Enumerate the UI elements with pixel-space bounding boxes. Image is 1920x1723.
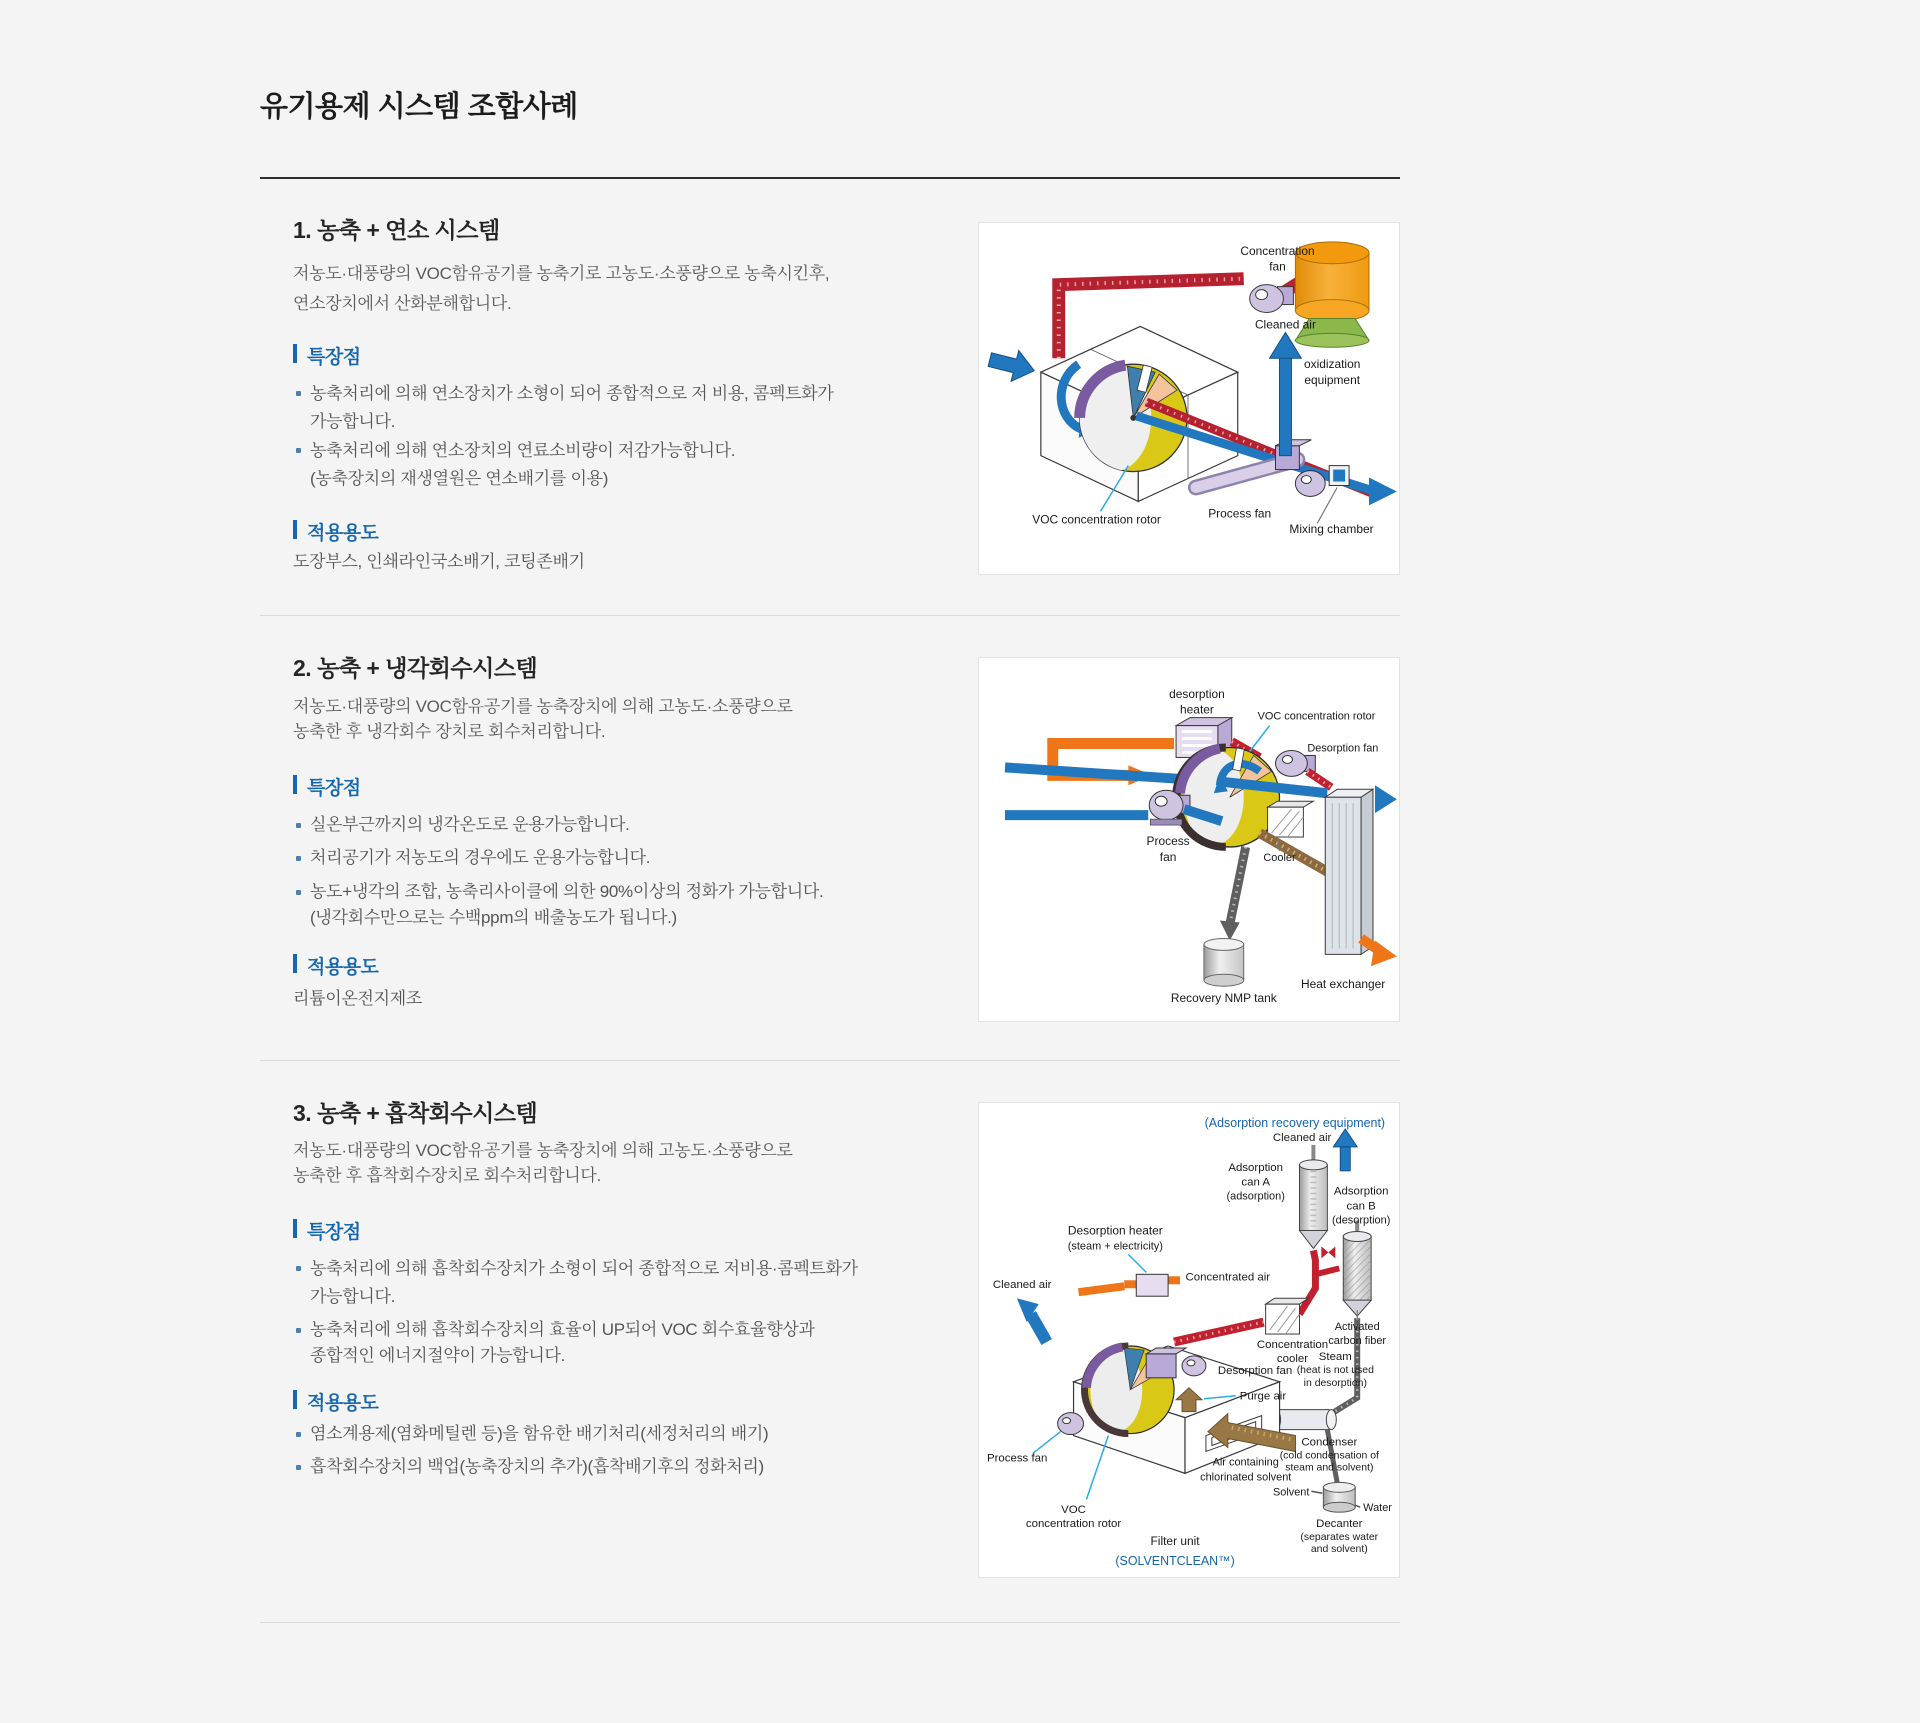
section-3-feature-item	[293, 1317, 953, 1369]
desorption-heater-icon	[1079, 1254, 1181, 1296]
description-line: 연소장치에서 산화분해합니다.	[293, 294, 512, 313]
section-2-feature-item	[293, 845, 953, 871]
label-decanter: (separates water	[1300, 1532, 1379, 1544]
adsorption-can-a-icon	[1299, 1145, 1327, 1249]
section-3-heading: 3. 농축 + 흡착회수시스템	[293, 1100, 538, 1126]
description-line: 저농도·대풍량의 VOC함유공기를 농축장치에 의해 고농도·소풍량으로	[293, 697, 793, 716]
inlet-air-arrow	[986, 344, 1038, 386]
usage-line: 흡착회수장치의 백업(농축장치의 추가)(흡착배기후의 정화처리)	[293, 1454, 953, 1480]
section-2-feature-item	[293, 879, 953, 931]
label-water: Water	[1363, 1502, 1392, 1515]
feature-line: 가능합니다.	[310, 1287, 396, 1306]
label-decanter: Decanter	[1316, 1518, 1363, 1531]
label-oxidization-equipment: oxidization	[1304, 357, 1361, 372]
label-concentrated-air: Concentrated air	[1185, 1271, 1271, 1284]
label-can-a: Adsorption	[1228, 1161, 1284, 1174]
label-solvent: Solvent	[1272, 1486, 1310, 1499]
process-fan-icon	[1033, 1413, 1084, 1454]
cleaned-air-arrow	[1270, 332, 1302, 455]
label-cooler: Cooler	[1263, 851, 1296, 864]
concentration-fan-icon	[1250, 285, 1294, 313]
label-concentration-fan: Concentration	[1240, 243, 1315, 258]
section-3-usage-item	[293, 1454, 953, 1480]
label-concentration-fan: fan	[1269, 259, 1286, 274]
label-voc-rotor: concentration rotor	[1025, 1518, 1122, 1531]
label-desorption-fan: Desorption fan	[1217, 1364, 1293, 1377]
label-condenser: (cold condensation of	[1279, 1450, 1379, 1462]
label-air-containing: chlorinated solvent	[1200, 1471, 1292, 1484]
label-adsorption-recovery-equipment: (Adsorption recovery equipment)	[1204, 1116, 1386, 1131]
feature-line: 농축처리에 의해 흡착회수장치의 효율이 UP되어 VOC 회수효율향상과	[293, 1317, 953, 1343]
title-underline	[260, 177, 1400, 179]
label-cleaned-air-left: Cleaned air	[992, 1279, 1052, 1292]
label-desorption-heater: heater	[1180, 702, 1214, 717]
section-1-features-label: 특장점	[293, 342, 361, 369]
label-process-fan: fan	[1159, 849, 1177, 864]
section-3-feature-item	[293, 1255, 953, 1311]
rotor-motor-icon	[1146, 1348, 1206, 1378]
label-activated-carbon: carbon fiber	[1328, 1334, 1387, 1347]
feature-line: (냉각회수만으로는 수백ppm의 배출농도가 됩니다.)	[310, 908, 677, 927]
label-can-b: Adsorption	[1333, 1185, 1389, 1198]
label-concentration-cooler: Concentration	[1256, 1338, 1329, 1351]
rotor-label-leader	[1086, 1436, 1108, 1500]
section-1-feature-item	[293, 437, 953, 493]
description-line: 저농도·대풍량의 VOC함유공기를 농축기로 고농도·소풍량으로 농축시킨후,	[293, 264, 830, 283]
label-desorption-heater: Desorption heater	[1067, 1223, 1163, 1238]
label-oxidization-equipment: equipment	[1304, 373, 1361, 388]
label-cleaned-air: Cleaned air	[1254, 317, 1316, 332]
feature-line: 농축처리에 의해 연소장치의 연료소비량이 저감가능합니다.	[293, 437, 953, 465]
label-heat-exchanger: Heat exchanger	[1301, 977, 1386, 992]
usage-line: 염소계용제(염화메틸렌 등)을 함유한 배기처리(세정처리의 배기)	[293, 1421, 953, 1447]
section-1-usage-label: 적용용도	[293, 518, 378, 545]
label-concentration-cooler: cooler	[1276, 1352, 1309, 1365]
label-desorption-heater: (steam + electricity)	[1067, 1240, 1163, 1253]
section-1-feature-item	[293, 380, 953, 436]
label-can-b: (desorption)	[1331, 1214, 1391, 1227]
label-steam: Steam	[1318, 1350, 1352, 1363]
section-3-usage-label: 적용용도	[293, 1388, 378, 1415]
label-desorption-heater: desorption	[1169, 686, 1225, 701]
label-purge-air: Purge air	[1239, 1390, 1287, 1403]
rotor-label-leader	[1250, 726, 1270, 752]
section-1-description	[293, 259, 829, 319]
section-1-heading: 1. 농축 + 연소 시스템	[293, 217, 500, 243]
label-mixing-chamber: Mixing chamber	[1289, 522, 1374, 537]
section-2-usage	[293, 986, 953, 1012]
section-2-usage-label: 적용용도	[293, 952, 378, 979]
label-steam: (heat is not used	[1296, 1364, 1374, 1376]
feature-line: 처리공기가 저농도의 경우에도 운용가능합니다.	[293, 845, 953, 871]
section-2-features-label: 특장점	[293, 773, 361, 800]
label-decanter: and solvent)	[1310, 1543, 1368, 1555]
section-divider	[260, 615, 1400, 616]
feature-line: 농축처리에 의해 연소장치가 소형이 되어 종합적으로 저 비용, 콤펙트화가	[293, 380, 953, 408]
label-can-a: (adsorption)	[1226, 1190, 1285, 1203]
page-title: 유기용제 시스템 조합사례	[260, 91, 578, 123]
recovery-nmp-tank-icon	[1204, 938, 1244, 986]
label-can-a: can A	[1241, 1176, 1270, 1189]
bottom-divider	[260, 1622, 1400, 1623]
desorption-fan-icon	[1276, 750, 1332, 787]
condensate-arrow	[1220, 847, 1246, 940]
label-recovery-tank: Recovery NMP tank	[1170, 991, 1277, 1006]
adsorption-can-b-icon	[1343, 1221, 1371, 1317]
label-filter-unit: Filter unit	[1150, 1534, 1200, 1549]
concentrated-air-duct	[1174, 1250, 1339, 1342]
description-line: 농축한 후 냉각회수 장치로 회수처리합니다.	[293, 722, 606, 741]
usage-line: 리튬이온전지제조	[293, 989, 422, 1008]
description-line: 저농도·대풍량의 VOC함유공기를 농축장치에 의해 고농도·소풍량으로	[293, 1141, 793, 1160]
label-voc-rotor: VOC concentration rotor	[1257, 710, 1376, 723]
label-air-containing: Air containing	[1212, 1456, 1279, 1469]
feature-line: 종합적인 에너지절약이 가능합니다.	[310, 1346, 566, 1365]
label-can-b: can B	[1346, 1200, 1376, 1213]
cooling-recovery-diagram	[979, 658, 1399, 1021]
decanter-icon	[1311, 1482, 1360, 1512]
label-steam: in desorption)	[1303, 1377, 1367, 1389]
section-2-feature-item	[293, 812, 953, 838]
valve-icons	[1321, 1246, 1335, 1258]
section-3-description	[293, 1138, 793, 1188]
diagram-panel-adsorption-recovery	[978, 1102, 1400, 1578]
feature-line: 농도+냉각의 조합, 농축리사이클에 의한 90%이상의 정화가 가능합니다.	[293, 879, 953, 905]
feature-line: 가능합니다.	[310, 412, 396, 431]
label-condenser: steam and solvent)	[1285, 1462, 1374, 1474]
section-3-usage-item	[293, 1421, 953, 1447]
combustion-system-diagram	[979, 223, 1399, 574]
adsorption-recovery-diagram	[979, 1103, 1399, 1577]
cleaned-air-left-arrow	[1017, 1298, 1047, 1342]
cleaned-air-top-arrow	[1333, 1129, 1357, 1171]
description-line: 농축한 후 흡착회수장치로 회수처리합니다.	[293, 1166, 601, 1185]
label-filter-unit: (SOLVENTCLEAN™)	[1115, 1553, 1235, 1568]
label-cleaned-air-top: Cleaned air	[1272, 1131, 1332, 1144]
cooler-icon	[1268, 801, 1314, 837]
feature-line: 실온부근까지의 냉각온도로 운용가능합니다.	[293, 812, 953, 838]
label-voc-rotor: VOC	[1061, 1504, 1086, 1517]
label-desorption-fan: Desorption fan	[1307, 742, 1379, 755]
section-1-usage	[293, 549, 953, 575]
label-activated-carbon: Activated	[1334, 1321, 1380, 1334]
section-2-heading: 2. 농축 + 냉각회수시스템	[293, 655, 538, 681]
diagram-panel-cooling-recovery	[978, 657, 1400, 1022]
label-process-fan: Process fan	[1208, 506, 1272, 521]
feature-line: (농축장치의 재생열원은 연소배기를 이용)	[310, 469, 609, 488]
label-process-fan: Process	[1146, 833, 1190, 848]
label-process-fan: Process fan	[986, 1452, 1048, 1465]
diagram-panel-combustion	[978, 222, 1400, 575]
usage-line: 도장부스, 인쇄라인국소배기, 코팅존배기	[293, 552, 585, 571]
feature-line: 농축처리에 의해 흡착회수장치가 소형이 되어 종합적으로 저비용·콤펙트화가	[293, 1255, 953, 1283]
label-condenser: Condenser	[1301, 1436, 1358, 1449]
section-divider	[260, 1060, 1400, 1061]
section-3-features-label: 특장점	[293, 1217, 361, 1244]
label-voc-rotor: VOC concentration rotor	[1032, 512, 1161, 527]
section-2-description	[293, 694, 793, 744]
